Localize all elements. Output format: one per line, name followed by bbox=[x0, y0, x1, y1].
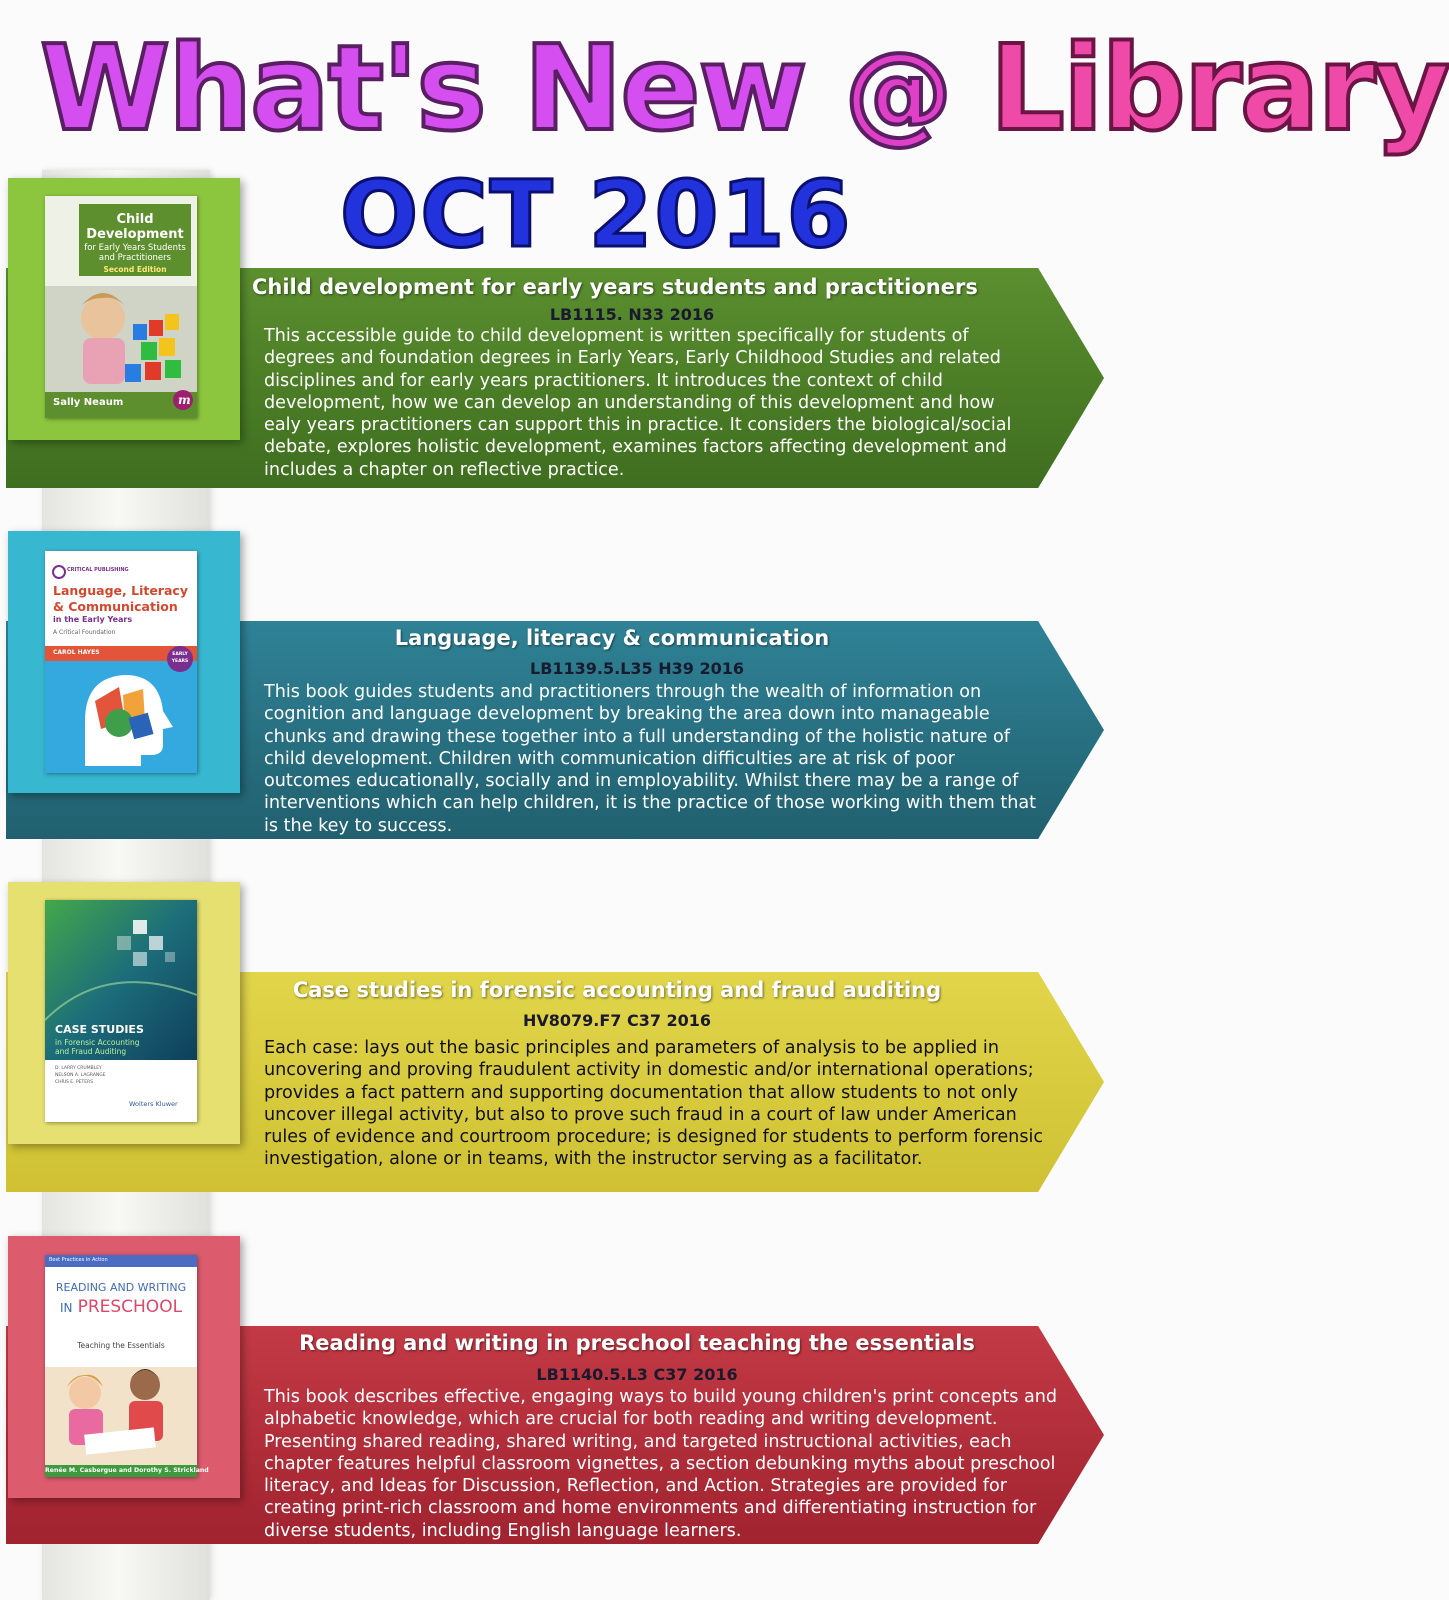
book-4-description: This book describes effective, engaging ways to build young children's print concepts and alphabetic knowledge, which are crucial for both reading and writing development. Presenting shared reading, shared writing, and targeted instructional activities, each chapter features helpful classroom vignettes, a section debunking myths about preschool literacy, and Ideas for Discussion, Reflection, and Action. Strategies are provided for creating print-rich classroom and home environments and differentiating instruction for diverse students, including English language learners. bbox=[264, 1387, 1058, 1541]
title-at-sign: @ bbox=[844, 30, 951, 155]
book-2-title[interactable]: Language, literacy & communication bbox=[394, 626, 830, 650]
book-2-cover-series: CRITICAL PUBLISHING bbox=[67, 567, 129, 573]
book-2-cover-subtitle: in the Early Years bbox=[53, 615, 133, 624]
book-3-call-number: HV8079.F7 C37 2016 bbox=[522, 1011, 712, 1030]
book-1-cover-title-2: Development bbox=[86, 227, 184, 242]
book-1-call-number: LB1115. N33 2016 bbox=[549, 305, 715, 324]
book-1-cover-title-1: Child bbox=[116, 212, 154, 227]
book-4-cover-subtitle: Teaching the Essentials bbox=[77, 1341, 165, 1350]
book-4-cover-authors: Renée M. Casbergue and Dorothy S. Strickland bbox=[45, 1467, 209, 1474]
book-3-description: Each case: lays out the basic principles and parameters of analysis to be applied in uncovering and proving fraudulent activity in domestic and/or international operations; provides a fact pattern and supporting documentation that allow students to not only uncover illegal activity, but also to prove such fraud in a court of law under American rules of evidence and courtroom procedure; is designed for students to perform forensic investigation, alone or in teams, with the instructor serving as a facilitator. bbox=[264, 1038, 1044, 1170]
book-3-cover-author-3: CHRIS E. PETERS bbox=[55, 1080, 94, 1085]
book-3-cover-subtitle-2: and Fraud Auditing bbox=[55, 1047, 127, 1056]
book-3-cover-title: CASE STUDIES bbox=[55, 1023, 144, 1036]
book-1-cover-edition: Second Edition bbox=[103, 265, 167, 274]
book-4-cover-series: Best Practices in Action bbox=[49, 1257, 108, 1263]
book-3-cover-subtitle-1: in Forensic Accounting bbox=[55, 1038, 140, 1047]
book-1-cover-subtitle-1: for Early Years Students bbox=[84, 243, 186, 253]
book-2-cover-title-1: Language, Literacy bbox=[53, 583, 188, 598]
title-library: Library bbox=[989, 19, 1449, 157]
book-1-cover-author: Sally Neaum bbox=[53, 397, 124, 408]
book-4-cover-title-1: READING AND WRITING bbox=[55, 1281, 187, 1294]
page-title bbox=[40, 8, 1449, 168]
issue-date: OCT 2016 bbox=[340, 161, 853, 268]
book-3-title[interactable]: Case studies in forensic accounting and fraud auditing bbox=[292, 978, 942, 1002]
book-2-cover[interactable] bbox=[45, 551, 197, 773]
book-4-call-number: LB1140.5.L3 C37 2016 bbox=[536, 1365, 738, 1384]
book-2-description: This book guides students and practitioners through the wealth of information on cognition and language development by breaking the area down into manageable chunks and drawing these together into a full understanding of the holistic nature of child development. Children with communication difficulties are at risk of poor outcomes educationally, socially and in employability. Whilst there may be a range of interventions which can help children, it is the practice of those working with them that is the key to success. bbox=[264, 682, 1037, 836]
book-2-cover-author: CAROL HAYES bbox=[53, 649, 100, 656]
book-4-cover-title-row-2 bbox=[45, 1297, 197, 1317]
book-3-cover[interactable] bbox=[45, 900, 197, 1122]
book-1-title[interactable]: Child development for early years students and practitioners bbox=[252, 275, 978, 299]
book-1-cover-subtitle-2: and Practitioners bbox=[98, 253, 172, 263]
book-4-cover-title-2: PRESCHOOL bbox=[77, 1297, 183, 1317]
book-2-cover-badge-2: YEARS bbox=[171, 659, 189, 664]
book-1-description: This accessible guide to child development is written specifically for students of degrees and foundation degrees in Early Years, Early Childhood Studies and related disciplines and for early years practitioners. It introduces the context of child development, how we can develop an understanding of this development and how ealy years practitioners can support this in practice. It considers the biological/social debate, explores holistic development, examines factors affecting development and includes a chapter on reflective practice. bbox=[264, 326, 1012, 480]
book-3-cover-publisher: Wolters Kluwer bbox=[129, 1100, 178, 1108]
book-3-cover-author-2: NELSON A. LAGRANGE bbox=[55, 1073, 106, 1078]
book-4-title[interactable]: Reading and writing in preschool teaching the essentials bbox=[299, 1331, 975, 1355]
title-whats-new: What's New bbox=[40, 19, 806, 157]
book-1-cover[interactable] bbox=[45, 196, 197, 418]
book-4-cover[interactable] bbox=[45, 1255, 209, 1477]
book-2-cover-tagline: A Critical Foundation bbox=[53, 629, 116, 636]
book-4-cover-title-in: IN bbox=[59, 1301, 73, 1315]
book-2-cover-title-2: & Communication bbox=[53, 599, 178, 614]
book-3-cover-art bbox=[45, 900, 197, 1122]
book-2-call-number: LB1139.5.L35 H39 2016 bbox=[530, 659, 744, 678]
book-2-cover-badge-1: EARLY bbox=[172, 652, 188, 657]
book-3-cover-author-1: D. LARRY CRUMBLEY bbox=[55, 1066, 102, 1071]
book-1-cover-publisher-mark: m bbox=[178, 393, 191, 407]
